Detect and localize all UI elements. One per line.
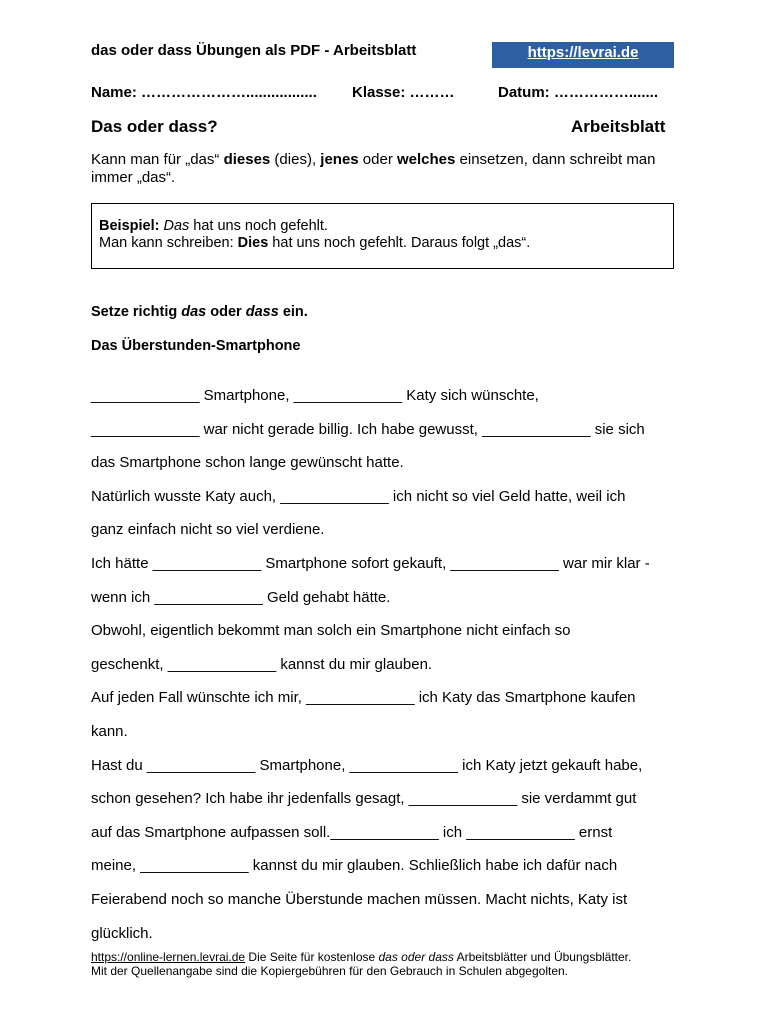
exercise-line: Natürlich wusste Katy auch, _____________ ich nicht so viel Geld hatte, weil ich bbox=[91, 487, 626, 505]
exercise-line: schon gesehen? Ich habe ihr jedenfalls gesagt, _____________ sie verdammt gut bbox=[91, 790, 637, 808]
exercise-line: Feierabend noch so manche Überstunde machen müssen. Macht nichts, Katy ist bbox=[91, 890, 628, 908]
exercise-line: geschenkt, _____________ kannst du mir glauben. bbox=[91, 655, 433, 673]
exercise-line: Obwohl, eigentlich bekommt man solch ein Smartphone nicht einfach so bbox=[91, 622, 571, 640]
worksheet-title: das oder dass Übungen als PDF - Arbeitsblatt bbox=[91, 42, 417, 59]
exercise-line: kann. bbox=[91, 722, 128, 740]
site-link[interactable]: https://levrai.de bbox=[527, 44, 639, 61]
footer-link[interactable]: https://online-lernen.levrai.de bbox=[91, 950, 246, 964]
sheet-type-heading: Arbeitsblatt bbox=[571, 117, 666, 136]
exercise-line: glücklich. bbox=[91, 924, 153, 942]
site-link-box[interactable] bbox=[492, 42, 674, 68]
exercise-line: ganz einfach nicht so viel verdiene. bbox=[91, 521, 325, 539]
footer bbox=[91, 951, 691, 978]
exercise-line: Auf jeden Fall wünschte ich mir, _____________ ich Katy das Smartphone kaufen bbox=[91, 689, 636, 707]
exercise-line: auf das Smartphone aufpassen soll._____________ ich _____________ ernst bbox=[91, 823, 613, 841]
example-line-1: Beispiel: Das hat uns noch gefehlt. bbox=[99, 218, 328, 234]
intro-text: Kann man für „das“ dieses (dies), jenes oder welches einsetzen, dann schreibt man immer „das“. bbox=[91, 151, 656, 186]
story-title: Das Überstunden-Smartphone bbox=[91, 338, 301, 354]
exercise-line: Hast du _____________ Smartphone, _____________ ich Katy jetzt gekauft habe, bbox=[91, 756, 643, 774]
example-line-2: Man kann schreiben: Dies hat uns noch gefehlt. Daraus folgt „das“. bbox=[99, 235, 531, 251]
exercise-text bbox=[91, 386, 691, 957]
exercise-line: meine, _____________ kannst du mir glauben. Schließlich habe ich dafür nach bbox=[91, 857, 618, 875]
exercise-line: _____________ Smartphone, _____________ Katy sich wünschte, bbox=[91, 387, 539, 404]
date-field: Datum: ……………....... bbox=[498, 84, 659, 101]
class-field: Klasse: ……… bbox=[352, 84, 455, 101]
exercise-line: _____________ war nicht gerade billig. Ich habe gewusst, _____________ sie sich bbox=[91, 420, 645, 438]
exercise-line: wenn ich _____________ Geld gehabt hätte. bbox=[91, 588, 391, 606]
name-field: Name: …………………................. bbox=[91, 84, 317, 101]
exercise-line: das Smartphone schon lange gewünscht hatte. bbox=[91, 454, 404, 472]
exercise-line: Ich hätte _____________ Smartphone sofort gekauft, _____________ war mir klar - bbox=[91, 554, 650, 572]
example-box bbox=[91, 203, 674, 269]
main-heading: Das oder dass? bbox=[91, 117, 218, 136]
footer-line-1: https://online-lernen.levrai.de Die Seite für kostenlose das oder dass Arbeitsblätter und Übungsblätter. bbox=[91, 950, 632, 964]
footer-line-2: Mit der Quellenangabe sind die Kopiergebühren für den Gebrauch in Schulen abgegolten. bbox=[91, 963, 568, 978]
task-instruction: Setze richtig das oder dass ein. bbox=[91, 304, 308, 320]
